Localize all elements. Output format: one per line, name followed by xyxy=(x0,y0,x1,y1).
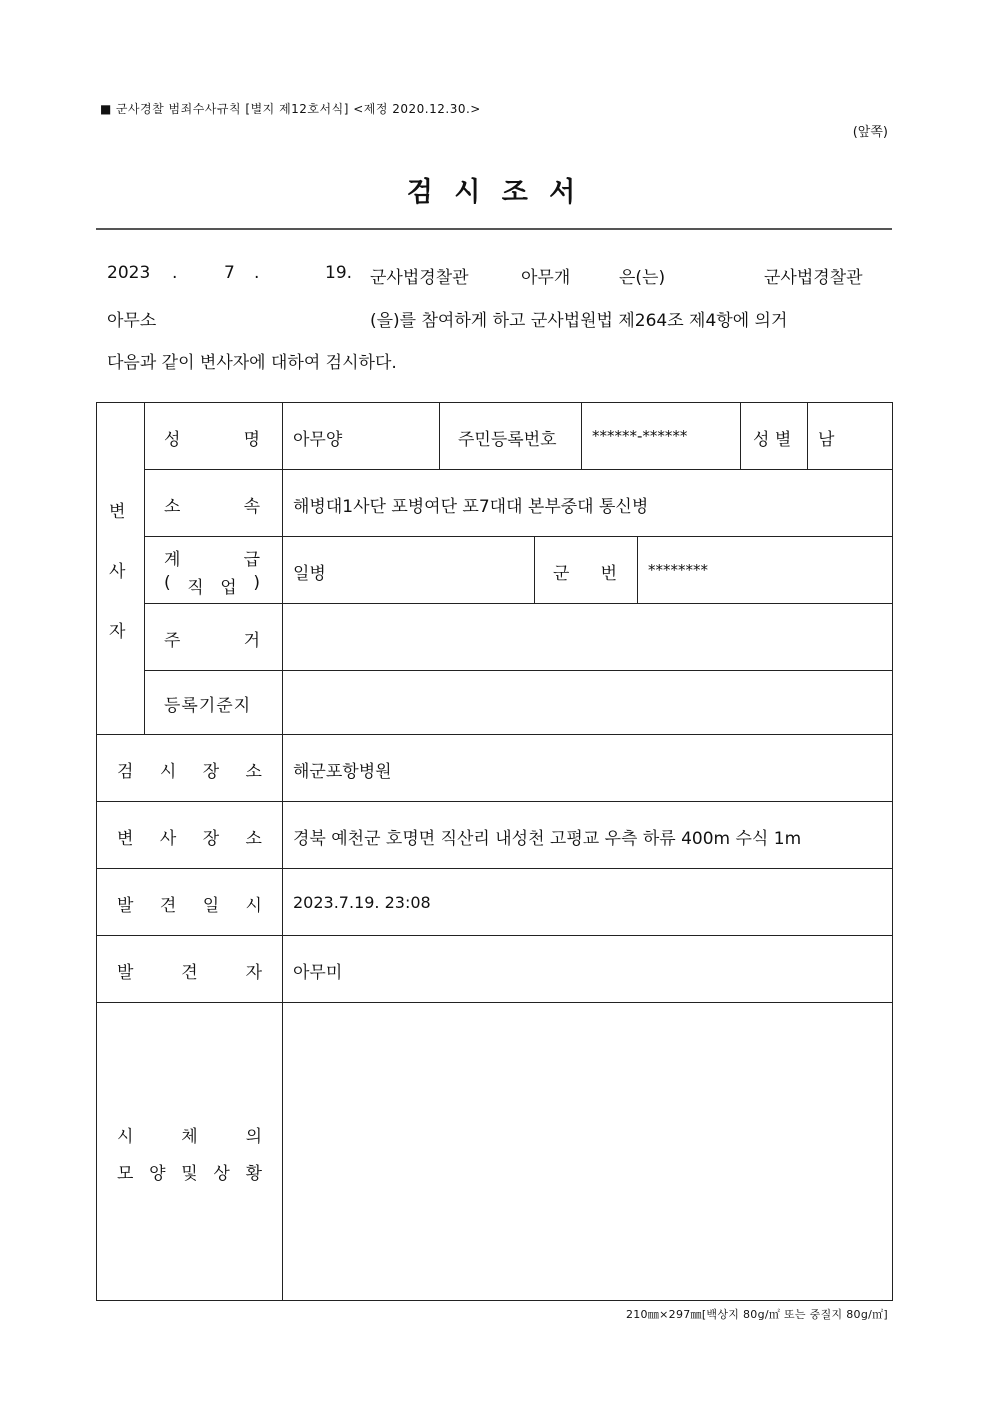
label-char: 변 xyxy=(117,829,134,849)
rank-value: 일병 xyxy=(293,564,326,584)
name-value: 아무양 xyxy=(293,430,343,450)
finder-value: 아무미 xyxy=(293,963,343,983)
label-char: 계 xyxy=(164,550,181,570)
col-divider xyxy=(740,403,741,469)
unit-label xyxy=(164,492,260,517)
label-char: 검 xyxy=(117,762,134,782)
label-char: 시 xyxy=(117,1127,134,1147)
title-divider xyxy=(96,228,892,230)
col-divider xyxy=(637,536,638,603)
label-char: 장 xyxy=(202,762,220,782)
col-divider xyxy=(144,403,145,734)
label-char: 성 xyxy=(164,430,181,450)
label-char: 체 xyxy=(181,1127,198,1147)
intro-dot-1: . xyxy=(172,263,178,283)
label-char: 양 xyxy=(149,1164,166,1184)
label-char: 견 xyxy=(181,963,198,983)
unit-value: 해병대1사단 포병여단 포7대대 본부중대 통신병 xyxy=(293,497,649,517)
row-divider xyxy=(144,536,893,537)
square-bullet-icon: ■ xyxy=(100,102,112,116)
page-side-label: (앞쪽) xyxy=(852,125,888,140)
death-place-label xyxy=(117,824,262,849)
col-divider xyxy=(581,403,582,469)
intro-month: 7 xyxy=(224,263,235,283)
row-divider xyxy=(97,868,893,869)
intro-officer-name: 아무개 xyxy=(521,268,571,288)
intro-day: 19. xyxy=(325,263,353,283)
deceased-label-char: 변 xyxy=(109,502,126,522)
label-char: 거 xyxy=(243,631,260,651)
sex-value: 남 xyxy=(818,430,835,450)
rank-label-line1 xyxy=(164,545,260,570)
label-char: 군 xyxy=(553,564,570,584)
found-time-value: 2023.7.19. 23:08 xyxy=(293,893,431,912)
label-char: 견 xyxy=(159,896,177,916)
label-char: 의 xyxy=(245,1127,262,1147)
label-char: 번 xyxy=(600,564,617,584)
label-char: 및 xyxy=(181,1164,198,1184)
service-no-value: ******** xyxy=(648,561,708,579)
sex-label: 성 별 xyxy=(753,430,792,450)
rrn-value: ******-****** xyxy=(592,427,688,445)
intro-year: 2023 xyxy=(107,263,151,283)
document-title: 검 시 조 서 xyxy=(406,177,582,208)
finder-label xyxy=(117,958,262,983)
label-char: 일 xyxy=(202,896,220,916)
form-regulation-header xyxy=(100,100,481,117)
intro-line-3: 다음과 같이 변사자에 대하여 검시하다. xyxy=(107,353,397,373)
row-divider xyxy=(97,935,893,936)
col-divider xyxy=(282,403,283,1301)
label-char: 자 xyxy=(245,963,262,983)
intro-assistant-name: 아무소 xyxy=(107,311,157,331)
body-label-line1 xyxy=(117,1122,262,1147)
label-char: 업 xyxy=(220,578,237,598)
row-divider xyxy=(97,734,893,735)
row-divider xyxy=(97,801,893,802)
label-char: 직 xyxy=(187,578,204,598)
col-divider xyxy=(534,536,535,603)
rrn-label: 주민등록번호 xyxy=(458,430,557,450)
label-char: 발 xyxy=(117,963,134,983)
label-char: 시 xyxy=(245,896,262,916)
deceased-label-char: 자 xyxy=(109,622,126,642)
label-char: ( xyxy=(164,573,171,593)
inspection-form-table xyxy=(96,402,893,1301)
label-char: 소 xyxy=(245,829,262,849)
intro-assistant-title: 군사법경찰관 xyxy=(764,268,863,288)
label-char: 속 xyxy=(243,497,260,517)
label-char: 명 xyxy=(243,430,260,450)
label-char: 소 xyxy=(164,497,181,517)
intro-officer-title: 군사법경찰관 xyxy=(370,268,469,288)
label-char: 황 xyxy=(245,1164,262,1184)
exam-place-value: 해군포항병원 xyxy=(293,762,392,782)
row-divider xyxy=(144,469,893,470)
rank-label-line2 xyxy=(164,573,260,598)
regulation-text: 군사경찰 범죄수사규칙 [별지 제12호서식] <제정 2020.12.30.> xyxy=(115,102,481,116)
label-char: 소 xyxy=(245,762,262,782)
row-divider xyxy=(144,603,893,604)
label-char: 사 xyxy=(159,829,177,849)
label-char: 급 xyxy=(243,550,260,570)
paper-spec-footer: 210㎜×297㎜[백상지 80g/㎡ 또는 중질지 80g/㎡] xyxy=(625,1308,888,1321)
registry-label: 등록기준지 xyxy=(164,696,252,716)
intro-dot-2: . xyxy=(254,263,260,283)
label-char: 장 xyxy=(202,829,220,849)
label-char: 시 xyxy=(159,762,177,782)
intro-clause: (을)를 참여하게 하고 군사법원법 제264조 제4항에 의거 xyxy=(370,311,788,331)
deceased-label-char: 사 xyxy=(109,562,126,582)
service-no-label xyxy=(553,559,617,584)
address-label xyxy=(164,626,260,651)
death-place-value: 경북 예천군 호명면 직산리 내성천 고평교 우측 하류 400m 수식 1m xyxy=(293,829,802,849)
found-time-label xyxy=(117,891,262,916)
label-char: 발 xyxy=(117,896,134,916)
intro-particle: 은(는) xyxy=(619,268,666,288)
label-char: 상 xyxy=(213,1164,230,1184)
col-divider xyxy=(439,403,440,469)
exam-place-label xyxy=(117,757,262,782)
label-char: 주 xyxy=(164,631,181,651)
label-char: ) xyxy=(253,573,260,593)
row-divider xyxy=(97,1002,893,1003)
name-label xyxy=(164,425,260,450)
label-char: 모 xyxy=(117,1164,134,1184)
row-divider xyxy=(144,670,893,671)
body-label-line2 xyxy=(117,1159,262,1184)
col-divider xyxy=(807,403,808,469)
